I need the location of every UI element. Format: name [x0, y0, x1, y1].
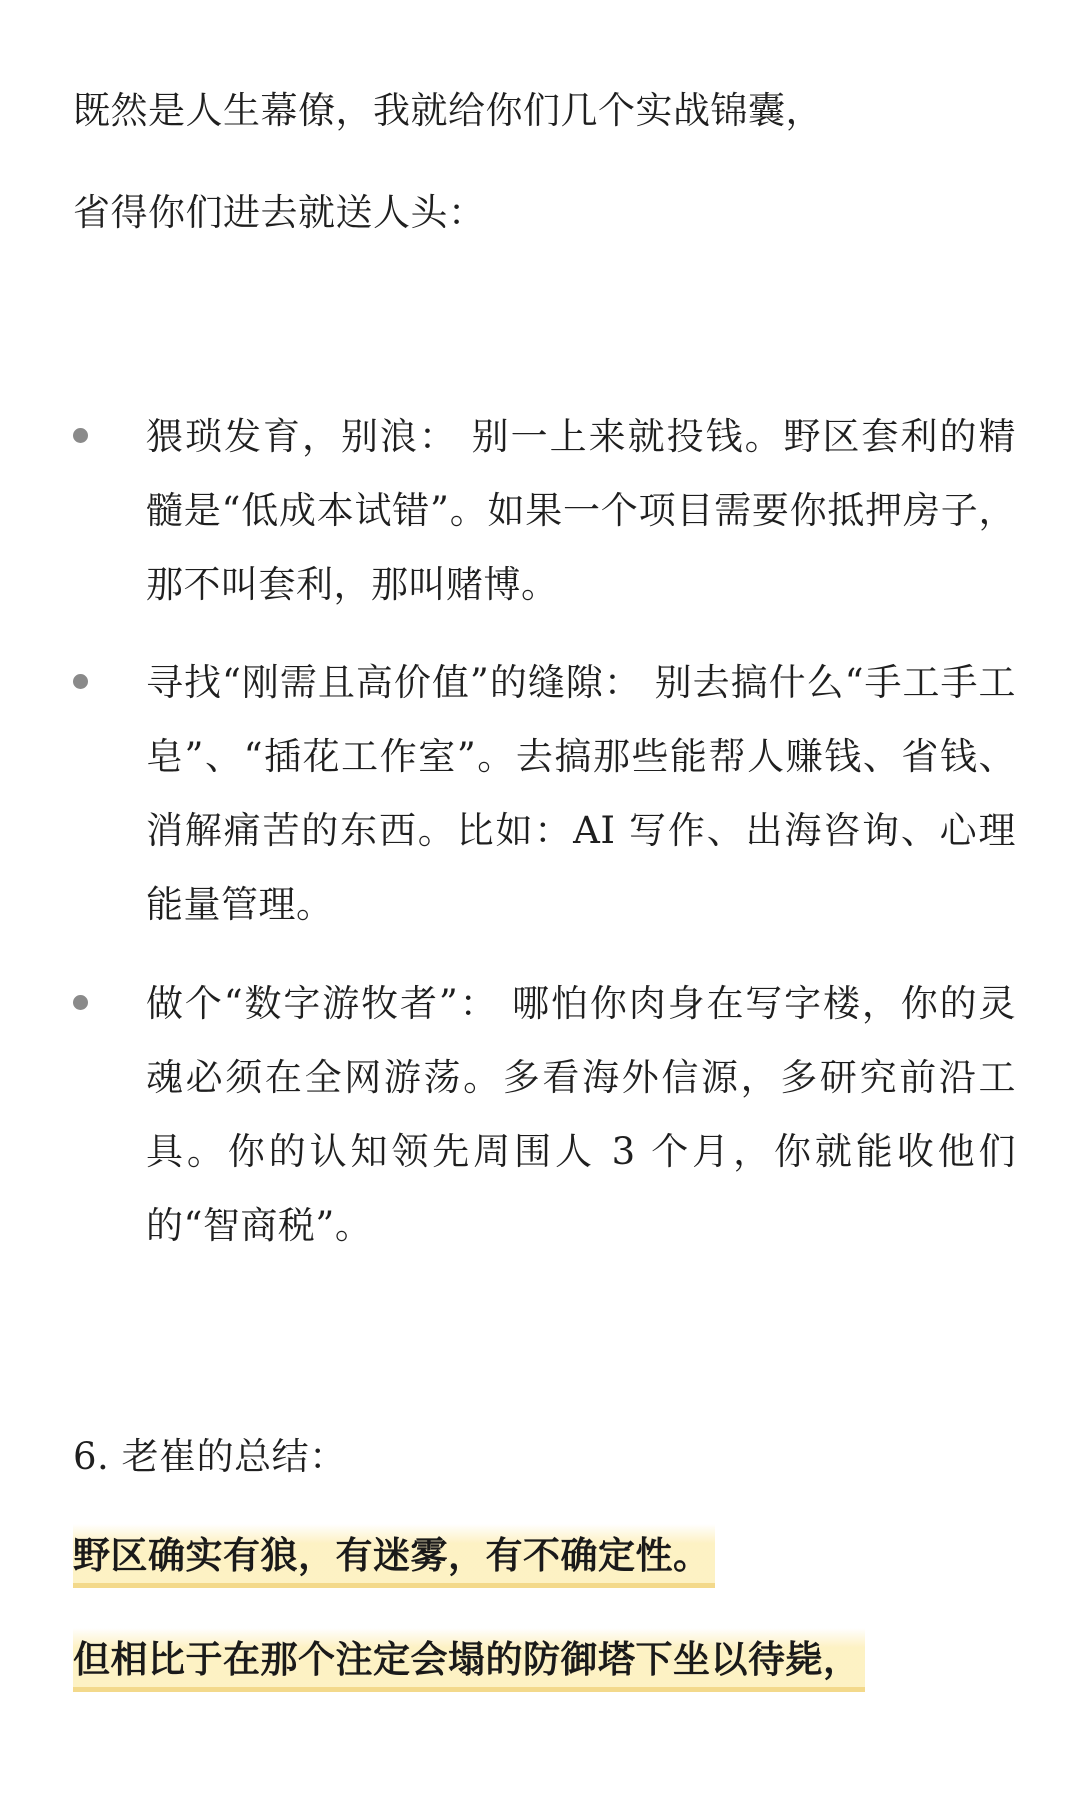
list-item-text: 寻找“刚需且高价值”的缝隙： 别去搞什么“手工手工皂”、“插花工作室”。去搞那些能帮人赚钱、省钱、消解痛苦的东西。比如：AI 写作、出海咨询、心理能量管理。 [146, 661, 1016, 926]
highlighted-sentence-1 [73, 1524, 715, 1588]
section-heading: 6. 老崔的总结： [73, 1435, 347, 1478]
list-item-text: 做个“数字游牧者”： 哪怕你肉身在写字楼，你的灵魂必须在全网游荡。多看海外信源，多研究前沿工具。你的认知领先周围人 3 个月，你就能收他们的“智商税”。 [146, 982, 1016, 1247]
intro-paragraph-1: 既然是人生幕僚，我就给你们几个实战锦囊， [73, 89, 823, 132]
bullet-dot-icon [73, 674, 88, 689]
intro-paragraph-2: 省得你们进去就送人头： [73, 191, 486, 234]
highlighted-sentence-2 [73, 1628, 865, 1692]
highlight-mark: 野区确实有狼，有迷雾，有不确定性。 [73, 1524, 715, 1588]
bullet-dot-icon [73, 995, 88, 1010]
bullet-dot-icon [73, 428, 88, 443]
list-item-text: 猥琐发育，别浪： 别一上来就投钱。野区套利的精髓是“低成本试错”。如果一个项目需要你抵押房子，那不叫套利，那叫赌博。 [146, 415, 1016, 606]
highlight-mark: 但相比于在那个注定会塌的防御塔下坐以待毙， [73, 1628, 865, 1692]
